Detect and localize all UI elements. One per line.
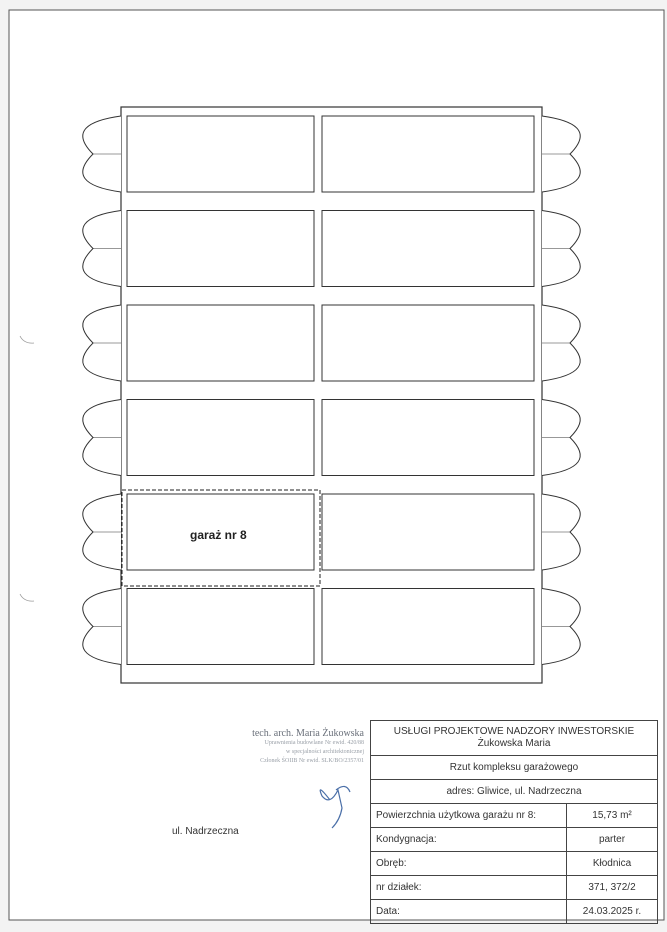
garage-unit <box>127 211 314 287</box>
info-label: Data: <box>371 900 567 924</box>
street-label: ul. Nadrzeczna <box>172 826 239 837</box>
garage-8-label: garaż nr 8 <box>190 528 247 542</box>
stamp-line: Uprawnienia budowlane Nr ewid. 420/88 <box>264 740 364 746</box>
title-block-header <box>371 721 658 756</box>
garage-unit <box>127 589 314 665</box>
info-label: Obręb: <box>371 852 567 876</box>
garage-unit <box>322 589 534 665</box>
info-row <box>371 852 658 876</box>
info-value: parter <box>567 828 658 852</box>
company-name: USŁUGI PROJEKTOWE NADZORY INWESTORSKIE <box>393 726 635 737</box>
stamp-name: tech. arch. Maria Żukowska <box>252 728 364 739</box>
architect-stamp <box>196 728 364 766</box>
garage-unit <box>127 305 314 381</box>
address: adres: Gliwice, ul. Nadrzeczna <box>371 780 658 804</box>
drawing-title: Rzut kompleksu garażowego <box>371 756 658 780</box>
info-value: Kłodnica <box>567 852 658 876</box>
info-row <box>371 900 658 924</box>
owner-name: Żukowska Maria <box>477 738 551 749</box>
info-row <box>371 804 658 828</box>
info-label: Kondygnacja: <box>371 828 567 852</box>
info-value: 24.03.2025 r. <box>567 900 658 924</box>
stamp-line: w specjalności architektonicznej <box>286 749 364 755</box>
garage-unit <box>322 400 534 476</box>
garage-unit <box>322 211 534 287</box>
info-row <box>371 828 658 852</box>
info-label: Powierzchnia użytkowa garażu nr 8: <box>371 804 567 828</box>
info-value: 371, 372/2 <box>567 876 658 900</box>
garage-unit <box>127 116 314 192</box>
garage-unit <box>322 116 534 192</box>
garage-unit <box>127 400 314 476</box>
garage-unit <box>322 305 534 381</box>
info-label: nr działek: <box>371 876 567 900</box>
title-block <box>370 720 658 924</box>
info-value: 15,73 m² <box>567 804 658 828</box>
garage-unit <box>322 494 534 570</box>
stamp-line: Członek ŚOIIB Nr ewid. SLK/BO/2357/01 <box>260 758 364 764</box>
info-row <box>371 876 658 900</box>
